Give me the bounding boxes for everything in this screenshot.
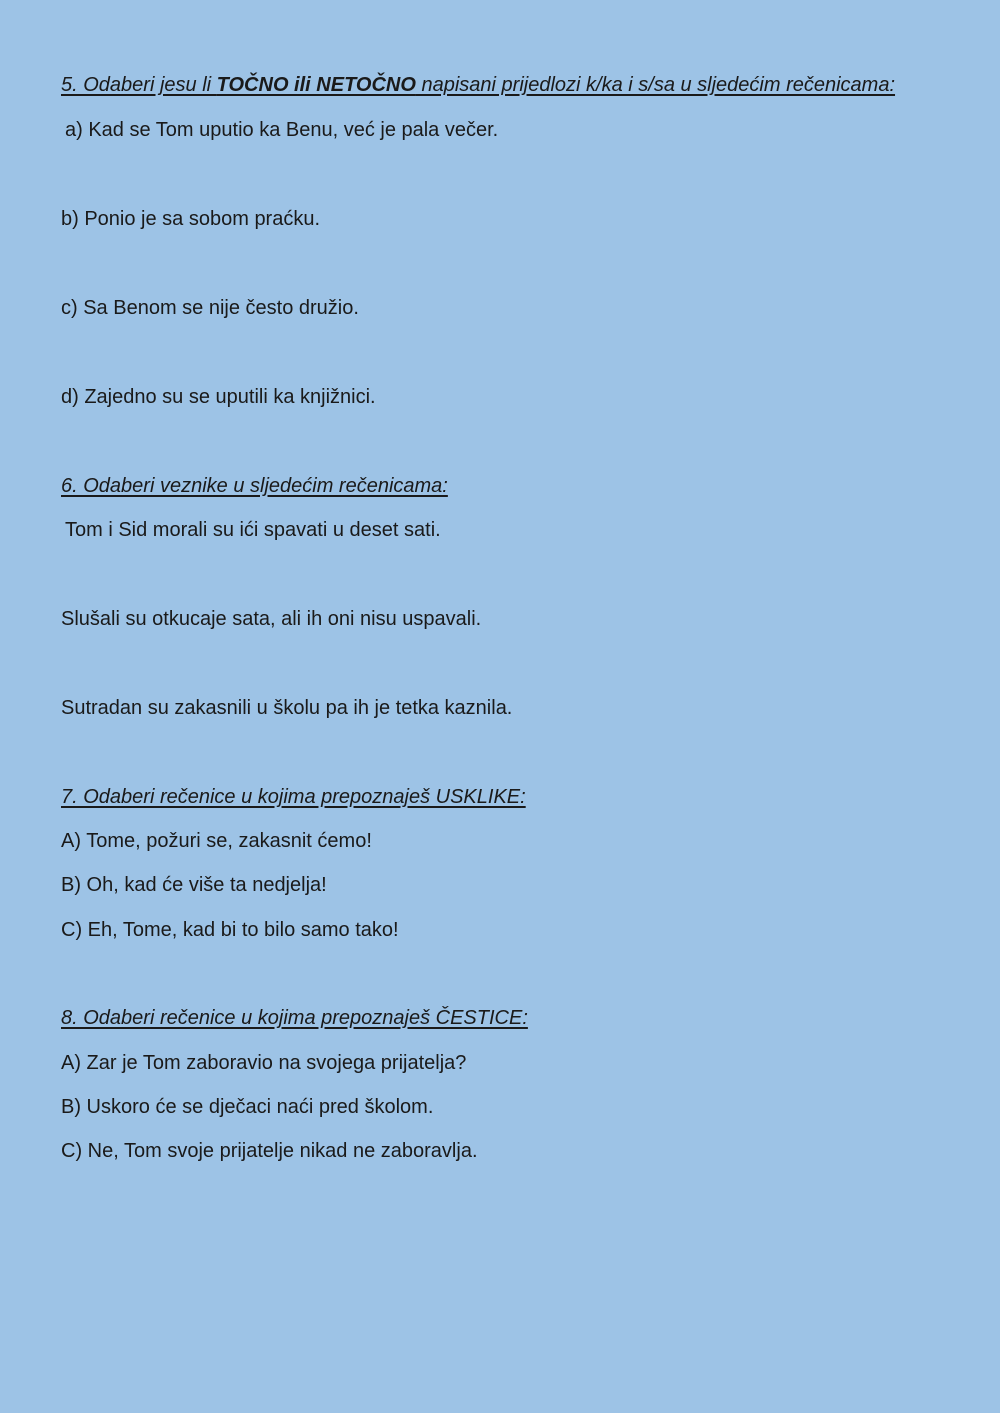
q5-heading-pre: 5. Odaberi jesu li bbox=[61, 74, 217, 96]
q8-option-b[interactable]: B) Uskoro će se dječaci naći pred školom. bbox=[61, 1096, 434, 1118]
q6-sentence-3[interactable]: Sutradan su zakasnili u školu pa ih je tetka kaznila. bbox=[61, 697, 513, 719]
q7-heading: 7. Odaberi rečenice u kojima prepoznaješ USKLIKE: bbox=[61, 786, 526, 808]
q7-option-b[interactable]: B) Oh, kad će više ta nedjelja! bbox=[61, 874, 327, 896]
q8-option-c[interactable]: C) Ne, Tom svoje prijatelje nikad ne zaboravlja. bbox=[61, 1140, 478, 1162]
q8-heading: 8. Odaberi rečenice u kojima prepoznaješ ČESTICE: bbox=[61, 1007, 528, 1029]
q5-item-c[interactable]: c) Sa Benom se nije često družio. bbox=[61, 297, 359, 319]
q8-option-a[interactable]: A) Zar je Tom zaboravio na svojega prijatelja? bbox=[61, 1052, 467, 1074]
q6-heading: 6. Odaberi veznike u sljedećim rečenicama: bbox=[61, 475, 448, 497]
q6-sentence-1[interactable]: Tom i Sid morali su ići spavati u deset sati. bbox=[65, 519, 441, 541]
q6-sentence-2[interactable]: Slušali su otkucaje sata, ali ih oni nisu uspavali. bbox=[61, 608, 482, 630]
q5-item-d[interactable]: d) Zajedno su se uputili ka knjižnici. bbox=[61, 386, 376, 408]
q7-option-c[interactable]: C) Eh, Tome, kad bi to bilo samo tako! bbox=[61, 919, 399, 941]
q5-heading bbox=[61, 73, 895, 97]
q5-heading-post: napisani prijedlozi k/ka i s/sa u sljedećim rečenicama: bbox=[415, 74, 896, 96]
q5-item-a[interactable]: a) Kad se Tom uputio ka Benu, već je pala večer. bbox=[65, 119, 499, 141]
q5-heading-bold: TOČNO ili NETOČNO bbox=[216, 74, 416, 96]
q7-option-a[interactable]: A) Tome, požuri se, zakasnit ćemo! bbox=[61, 830, 372, 852]
q5-item-b[interactable]: b) Ponio je sa sobom praćku. bbox=[61, 208, 321, 230]
